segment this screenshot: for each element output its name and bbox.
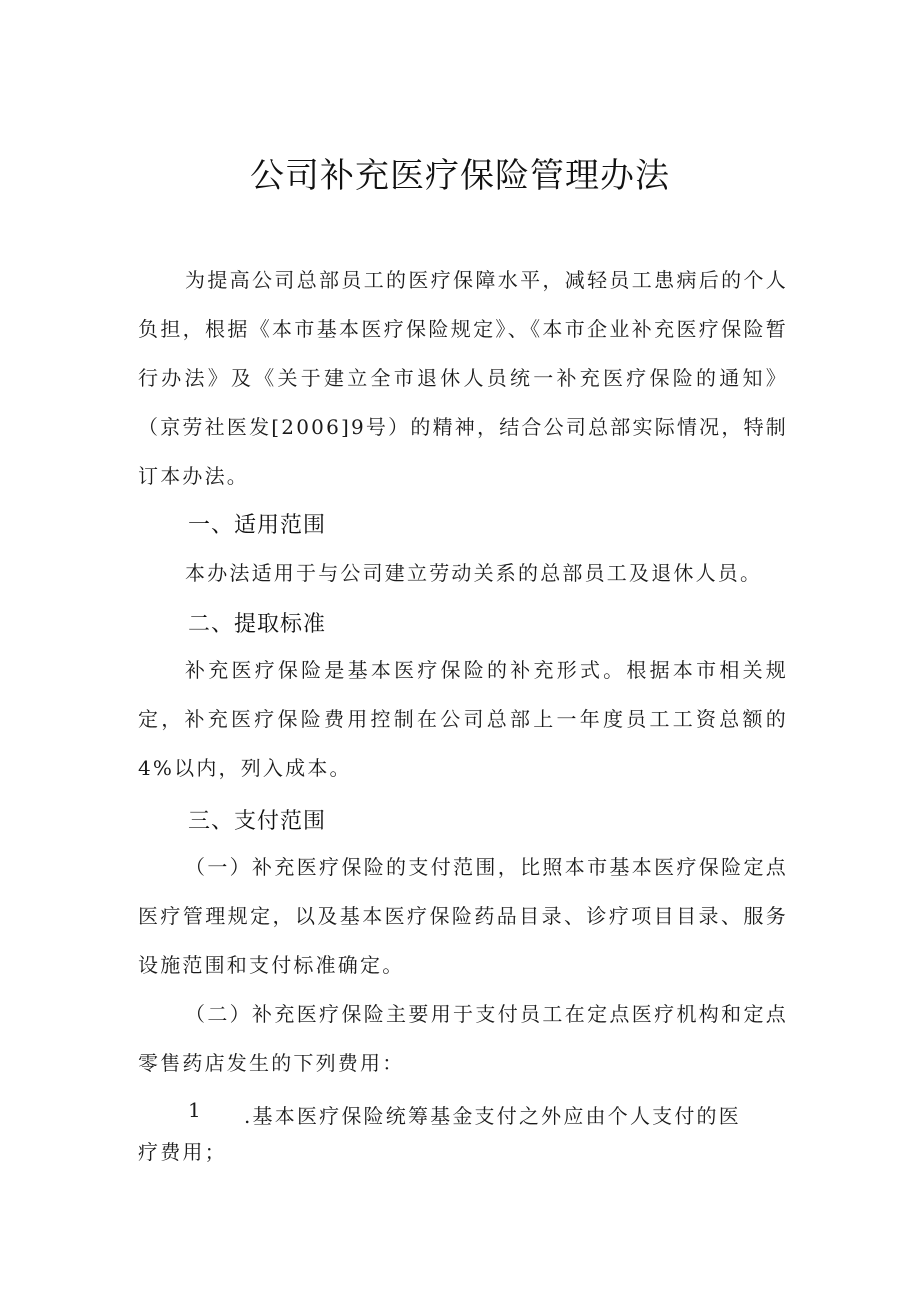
intro-paragraph: 为提高公司总部员工的医疗保障水平，减轻员工患病后的个人负担，根据《本市基本医疗保险规定》、《本市企业补充医疗保险暂行办法》及《关于建立全市退休人员统一补充医疗保险的通知》（京劳社医发[2006]9号）的精神，结合公司总部实际情况，特制订本办法。 (138, 268, 788, 488)
payment-paragraph-2: （二）补充医疗保险主要用于支付员工在定点医疗机构和定点零售药店发生的下列费用： (138, 1002, 788, 1075)
section-heading-payment: 三、支付范围 (188, 809, 327, 834)
payment-paragraph-1: （一）补充医疗保险的支付范围，比照本市基本医疗保险定点医疗管理规定，以及基本医疗保险药品目录、诊疗项目目录、服务设施范围和支付标准确定。 (138, 855, 788, 977)
list-item-number: 1 (188, 1098, 201, 1122)
list-item-line-1: .基本医疗保险统筹基金支付之外应由个人支付的医 (244, 1104, 741, 1128)
standard-paragraph: 补充医疗保险是基本医疗保险的补充形式。根据本市相关规定，补充医疗保险费用控制在公司总部上一年度员工工资总额的4%以内，列入成本。 (138, 658, 788, 780)
section-heading-scope: 一、适用范围 (188, 513, 327, 538)
section-heading-standard: 二、提取标准 (188, 612, 327, 637)
list-item-line-2: 疗费用； (138, 1140, 227, 1164)
scope-paragraph: 本办法适用于与公司建立劳动关系的总部员工及退休人员。 (185, 561, 763, 585)
document-title: 公司补充医疗保险管理办法 (250, 156, 670, 196)
list-item (138, 1098, 788, 1170)
